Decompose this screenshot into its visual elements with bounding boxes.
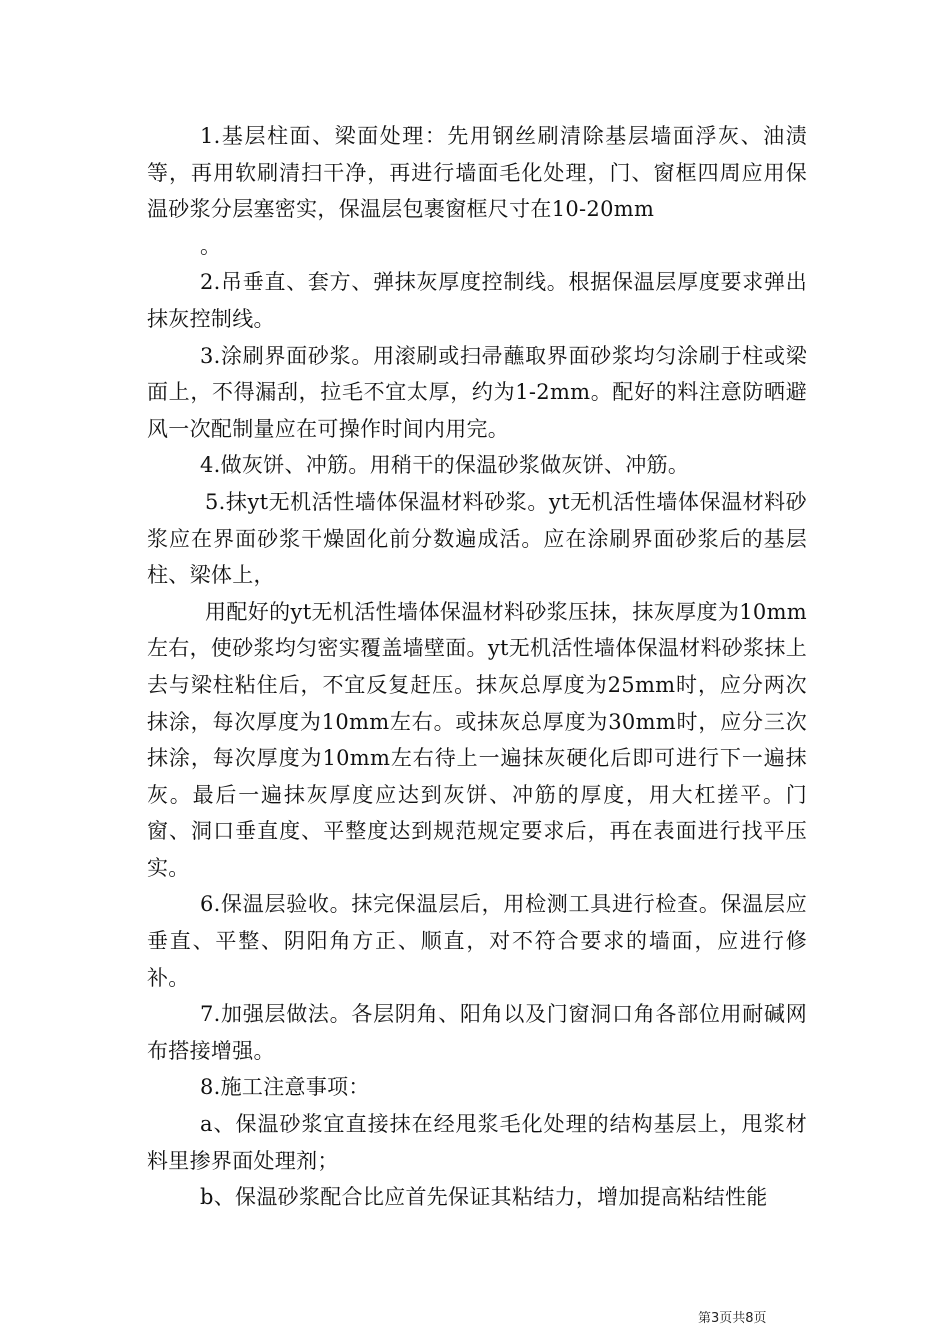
- paragraph-1-end: 。: [200, 233, 222, 258]
- page-number: 第3页共8页: [698, 1311, 767, 1326]
- paragraph-1: 1.基层柱面、梁面处理：先用钢丝刷清除基层墙面浮灰、油渍等，再用软刷清扫干净，再进行墙面毛化处理，门、窗框四周应用保温砂浆分层塞密实，保温层包裹窗框尺寸在10-20mm: [147, 124, 807, 222]
- paragraph-2: 2.吊垂直、套方、弹抹灰厚度控制线。根据保温层厚度要求弹出抹灰控制线。: [147, 270, 807, 331]
- document-body: [147, 118, 807, 1216]
- paragraph-8: 8.施工注意事项：: [200, 1075, 370, 1100]
- paragraph-5: 5.抹yt无机活性墙体保温材料砂浆。yt无机活性墙体保温材料砂浆应在界面砂浆干燥固化前分数遍成活。应在涂刷界面砂浆后的基层柱、梁体上，: [147, 489, 807, 588]
- paragraph-4: 4.做灰饼、冲筋。用稍干的保温砂浆做灰饼、冲筋。: [200, 453, 690, 478]
- paragraph-7: 7.加强层做法。各层阴角、阳角以及门窗洞口角各部位用耐碱网布搭接增强。: [147, 1002, 807, 1063]
- paragraph-6: 6.保温层验收。抹完保温层后，用检测工具进行检查。保温层应垂直、平整、阴阳角方正、顺直，对不符合要求的墙面，应进行修补。: [147, 892, 807, 990]
- paragraph-5-continued: 用配好的yt无机活性墙体保温材料砂浆压抹，抹灰厚度为10mm左右，使砂浆均匀密实覆盖墙壁面。yt无机活性墙体保温材料砂浆抹上去与梁柱粘住后，不宜反复赶压。抹灰总厚度为25mm时，应分两次抹涂，每次厚度为10mm左右。或抹灰总厚度为30mm时，应分三次抹涂，每次厚度为10mm左右待上一遍抹灰硬化后即可进行下一遍抹灰。最后一遍抹灰厚度应达到灰饼、冲筋的厚度，用大杠搓平。门窗、洞口垂直度、平整度达到规范规定要求后，再在表面进行找平压实。: [147, 599, 807, 880]
- paragraph-3: 3.涂刷界面砂浆。用滚刷或扫帚蘸取界面砂浆均匀涂刷于柱或梁面上，不得漏刮，拉毛不宜太厚，约为1-2mm。配好的料注意防晒避风一次配制量应在可操作时间内用完。: [147, 343, 807, 441]
- note-a: a、保温砂浆宜直接抹在经甩浆毛化处理的结构基层上，甩浆材料里掺界面处理剂；: [147, 1112, 807, 1173]
- note-b: b、保温砂浆配合比应首先保证其粘结力，增加提高粘结性能: [200, 1185, 768, 1210]
